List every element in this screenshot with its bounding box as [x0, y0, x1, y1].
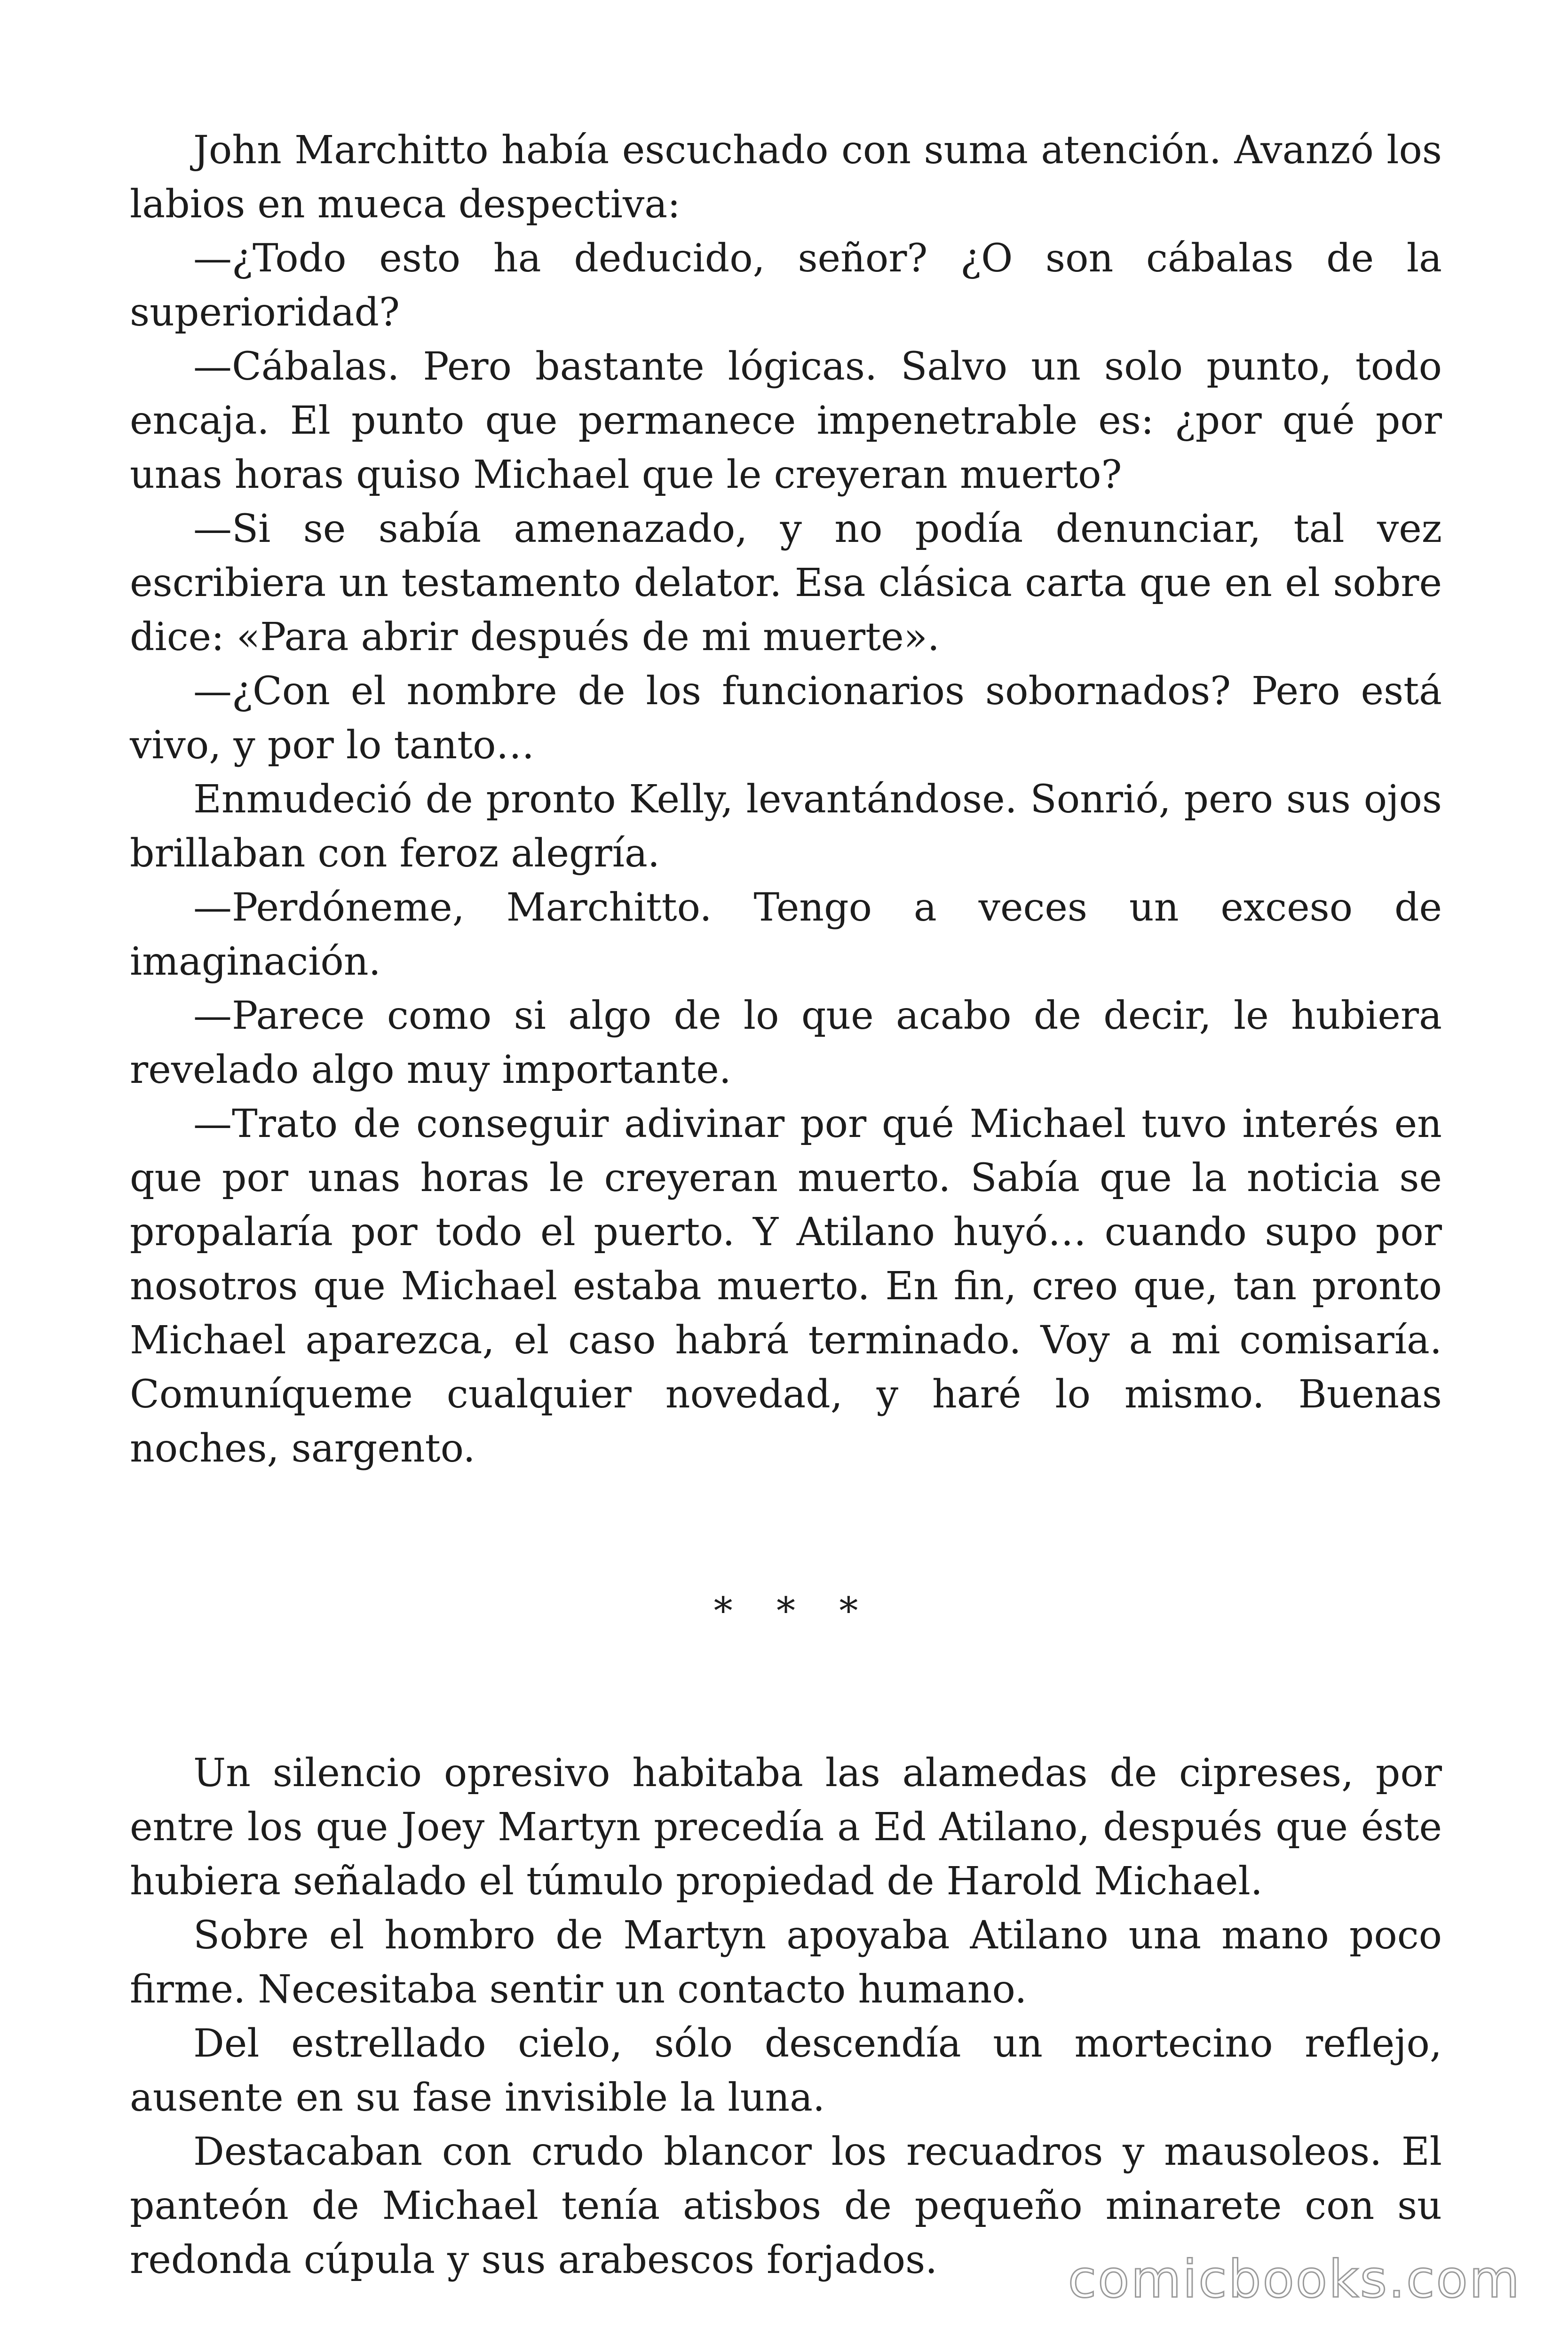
paragraph: —Trato de conseguir adivinar por qué Michael tuvo interés en que por unas horas le creyeran muerto. Sabía que la noticia se propalaría por todo el puerto. Y Atilano huyó… cuando supo por nosotros que Michael estaba muerto. En fin, creo que, tan pronto Michael aparezca, el caso habrá terminado. Voy a mi comisaría. Comuníqueme cualquier novedad, y haré lo mismo. Buenas noches, sargento. [130, 1102, 1442, 1471]
watermark: comicbooks.com [1068, 2249, 1521, 2309]
paragraph: Enmudeció de pronto Kelly, levantándose. Sonrió, pero sus ojos brillaban con feroz alegría. [130, 777, 1442, 876]
paragraph: —Cábalas. Pero bastante lógicas. Salvo un solo punto, todo encaja. El punto que permanece impenetrable es: ¿por qué por unas horas quiso Michael que le creyeran muerto? [130, 344, 1442, 497]
paragraph: —¿Con el nombre de los funcionarios sobornados? Pero está vivo, y por lo tanto… [130, 669, 1442, 768]
paragraph: —Parece como si algo de lo que acabo de decir, le hubiera revelado algo muy importante. [130, 993, 1442, 1092]
paragraph: Destacaban con crudo blancor los recuadros y mausoleos. El panteón de Michael tenía atisbos de pequeño minarete con su redonda cúpula y sus arabescos forjados. [130, 2130, 1442, 2282]
paragraph: —Si se sabía amenazado, y no podía denunciar, tal vez escribiera un testamento delator. Esa clásica carta que en el sobre dice: «Para abrir después de mi muerte». [130, 507, 1442, 660]
book-page-text [130, 123, 1442, 2287]
paragraph: —¿Todo esto ha deducido, señor? ¿O son cábalas de la superioridad? [130, 236, 1442, 335]
paragraph: —Perdóneme, Marchitto. Tengo a veces un exceso de imaginación. [130, 885, 1442, 984]
paragraph: Un silencio opresivo habitaba las alamedas de cipreses, por entre los que Joey Martyn precedía a Ed Atilano, después que éste hubiera señalado el túmulo propiedad de Harold Michael. [130, 1751, 1442, 1904]
paragraph: John Marchitto había escuchado con suma atención. Avanzó los labios en mueca despectiva: [130, 128, 1442, 227]
section-break: * * * [713, 1589, 874, 1633]
paragraph: Del estrellado cielo, sólo descendía un mortecino reflejo, ausente en su fase invisible la luna. [130, 2021, 1442, 2120]
paragraph: Sobre el hombro de Martyn apoyaba Atilano una mano poco firme. Necesitaba sentir un contacto humano. [130, 1913, 1442, 2012]
